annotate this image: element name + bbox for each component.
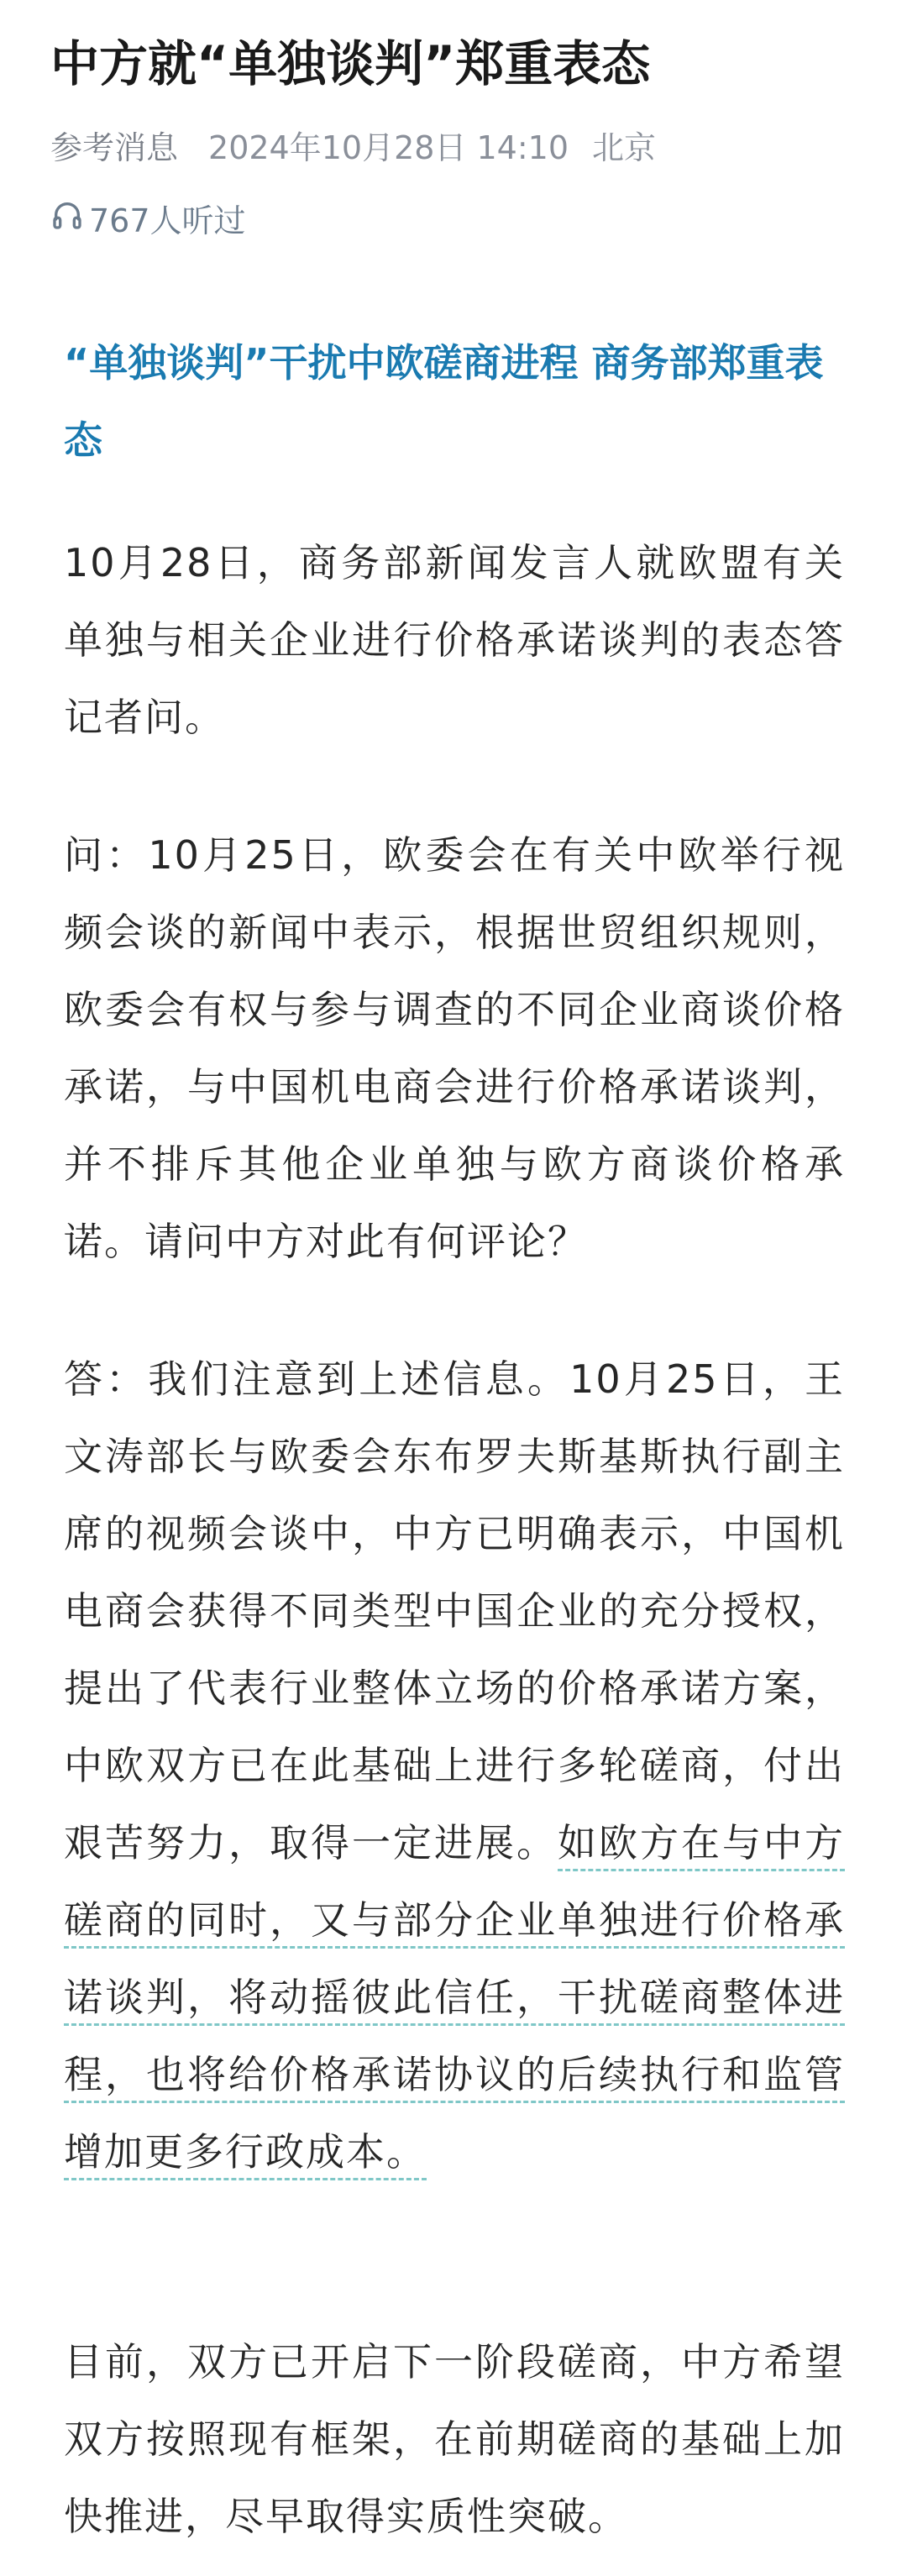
article-location: 北京 [592, 129, 657, 166]
article-meta [50, 126, 656, 170]
highlighted-quote[interactable]: 如欧方在与中方磋商的同时，又与部分企业单独进行价格承诺谈判，将动摇彼此信任，干扰磋商整体进程，也将给价格承诺协议的后续执行和监管增加更多行政成本。 [64, 1820, 845, 2180]
paragraph-outlook: 目前，双方已开启下一阶段磋商，中方希望双方按照现有框架，在前期磋商的基础上加快推进，尽早取得实质性突破。 [64, 2339, 845, 2539]
paragraph-question: 问：10月25日，欧委会在有关中欧举行视频会谈的新闻中表示，根据世贸组织规则，欧委会有权与参与调查的不同企业商谈价格承诺，与中国机电商会进行价格承诺谈判，并不排斥其他企业单独与欧方商谈价格承诺。请问中方对此有何评论？ [64, 832, 845, 1264]
headphones-icon [50, 198, 89, 243]
paragraph-answer [64, 1340, 845, 2190]
article-source[interactable]: 参考消息 [50, 129, 179, 166]
article-title: 中方就“单独谈判”郑重表态 [50, 35, 651, 92]
listen-count: 767人听过 [89, 202, 246, 239]
paragraph-intro: 10月28日，商务部新闻发言人就欧盟有关单独与相关企业进行价格承诺谈判的表态答记者问。 [64, 540, 845, 740]
listen-count-row[interactable] [50, 198, 246, 243]
article-subtitle: “单独谈判”干扰中欧磋商进程 商务部郑重表态 [64, 340, 824, 463]
answer-text: 答：我们注意到上述信息。10月25日，王文涛部长与欧委会东布罗夫斯基斯执行副主席的视频会谈中，中方已明确表示，中国机电商会获得不同类型中国企业的充分授权，提出了代表行业整体立场的价格承诺方案，中欧双方已在此基础上进行多轮磋商，付出艰苦努力，取得一定进展。 [64, 1356, 845, 1865]
article-datetime: 2024年10月28日 14:10 [208, 129, 569, 166]
